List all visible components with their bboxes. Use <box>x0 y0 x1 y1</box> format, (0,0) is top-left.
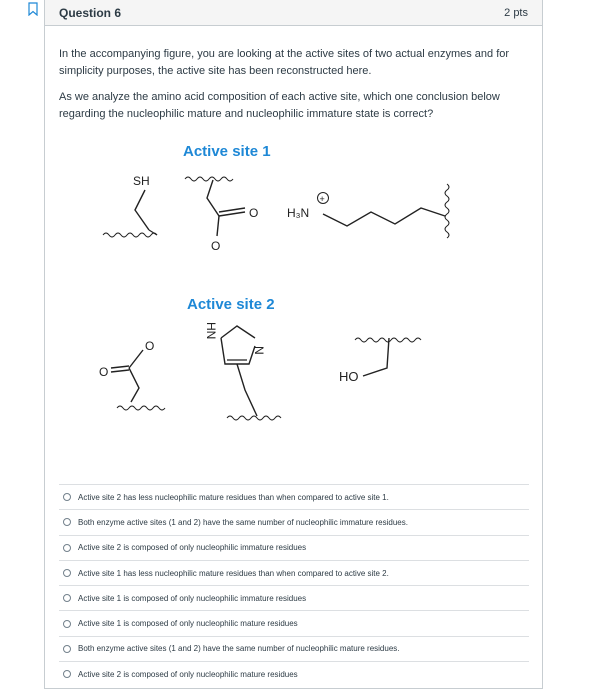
question-body <box>45 26 542 432</box>
radio-button[interactable] <box>63 518 71 526</box>
radio-button[interactable] <box>63 670 71 678</box>
question-paragraph-2: As we analyze the amino acid composition of each active site, which one conclusion below regarding the nucleophilic mature and nucleophilic immature state is correct? <box>59 91 500 120</box>
radio-button[interactable] <box>63 620 71 628</box>
active-sites-diagram <box>59 132 529 432</box>
ho-label: HO <box>339 369 359 384</box>
plus-charge-label: + <box>319 194 325 204</box>
radio-button[interactable] <box>63 569 71 577</box>
answer-option[interactable] <box>59 560 529 585</box>
active-site-1-label: Active site 1 <box>183 143 271 160</box>
answer-option[interactable] <box>59 610 529 635</box>
answer-option[interactable] <box>59 585 529 610</box>
answer-label: Active site 2 has less nucleophilic mature residues than when compared to active site 1. <box>78 492 389 502</box>
answer-label: Both enzyme active sites (1 and 2) have the same number of nucleophilic mature residues. <box>78 644 400 654</box>
answer-label: Active site 2 is composed of only nucleophilic immature residues <box>78 543 307 553</box>
carbonyl-o-label: O <box>249 206 259 220</box>
answer-option[interactable] <box>59 636 529 661</box>
answer-label: Active site 1 is composed of only nucleophilic mature residues <box>78 619 298 629</box>
answer-label: Both enzyme active sites (1 and 2) have the same number of nucleophilic immature residues. <box>78 517 408 527</box>
radio-button[interactable] <box>63 594 71 602</box>
answer-label: Active site 2 is composed of only nucleophilic mature residues <box>78 669 298 679</box>
o-top-label: O <box>145 339 155 353</box>
answer-label: Active site 1 has less nucleophilic mature residues than when compared to active site 2. <box>78 568 389 578</box>
question-points: 2 pts <box>504 6 528 19</box>
radio-button[interactable] <box>63 544 71 552</box>
question-card <box>44 0 543 689</box>
h3n-label: H₃N <box>287 206 310 220</box>
sh-label: SH <box>133 174 150 188</box>
question-header <box>45 0 542 26</box>
radio-button[interactable] <box>63 493 71 501</box>
answer-label: Active site 1 is composed of only nucleophilic immature residues <box>78 593 307 603</box>
answer-option[interactable] <box>59 535 529 560</box>
answer-option[interactable] <box>59 661 529 686</box>
radio-button[interactable] <box>63 645 71 653</box>
answer-option[interactable] <box>59 509 529 534</box>
bookmark-flag-icon[interactable] <box>26 2 40 16</box>
active-site-2-label: Active site 2 <box>187 296 275 313</box>
answer-option[interactable] <box>59 484 529 509</box>
n-label: N <box>252 346 266 355</box>
answer-list <box>59 484 529 686</box>
o-minus-label: O <box>211 239 221 253</box>
active-sites-figure <box>59 132 529 432</box>
question-title: Question 6 <box>59 5 122 20</box>
flag-column <box>0 0 44 689</box>
question-paragraph-1: In the accompanying figure, you are looking at the active sites of two actual enzymes and for simplicity purposes, the active site has been reconstructed here. <box>59 48 510 77</box>
hn-label: HN <box>204 322 218 340</box>
carbonyl-o-label-2: O <box>99 365 109 379</box>
